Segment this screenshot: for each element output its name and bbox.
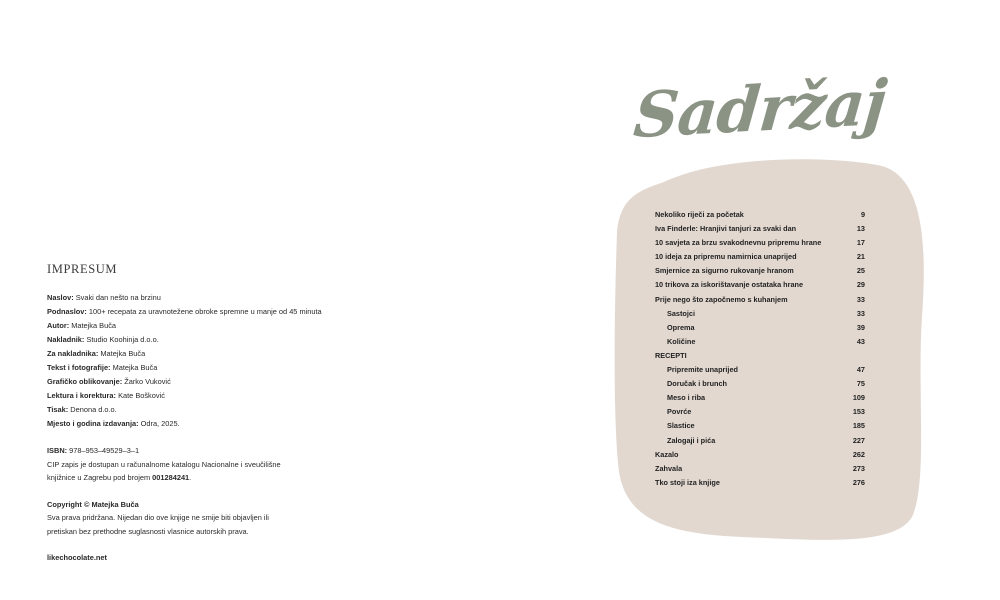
- toc-entry-page: 109: [852, 393, 865, 403]
- toc-entry[interactable]: [655, 280, 865, 294]
- impressum-value: Svaki dan nešto na brzinu: [73, 293, 161, 302]
- toc-entry[interactable]: [655, 252, 865, 266]
- rights-line-2: pretiskan bez prethodne suglasnosti vlasnice autorskih prava.: [47, 526, 249, 536]
- toc-entry-label: Smjernice za sigurno rukovanje hranom: [655, 266, 794, 276]
- toc-subentry[interactable]: [655, 379, 865, 393]
- toc-entry-label: Povrće: [667, 407, 692, 417]
- toc-entry-label: Meso i riba: [667, 393, 706, 403]
- isbn-label: ISBN:: [47, 446, 68, 455]
- impressum-value: Denona d.o.o.: [68, 405, 117, 414]
- impressum-value: Odra, 2025.: [138, 419, 180, 428]
- impressum-label: Tekst i fotografije:: [47, 363, 111, 372]
- toc-entry-page: 25: [856, 266, 865, 276]
- website-line: [47, 551, 347, 565]
- toc-entry-label: Kazalo: [655, 449, 679, 459]
- impressum-line: [47, 333, 347, 347]
- toc-entry-page: 17: [856, 238, 865, 248]
- contents-title-text: Sadržaj: [630, 65, 889, 153]
- toc-entry-label: Oprema: [667, 322, 695, 332]
- impressum-label: Za nakladnika:: [47, 349, 99, 358]
- toc-entry[interactable]: [655, 210, 865, 224]
- toc-entry-label: Slastice: [667, 421, 695, 431]
- cip-period: .: [189, 473, 192, 482]
- impressum-label: Autor:: [47, 321, 70, 330]
- toc-subentry[interactable]: [655, 309, 865, 323]
- impressum-line: [47, 361, 347, 375]
- impressum-value: Matejka Buča: [110, 363, 158, 372]
- impressum-value: Matejka Buča: [98, 349, 146, 358]
- toc-entry-page: 273: [852, 463, 865, 473]
- toc-entry-label: Količine: [667, 336, 696, 346]
- impressum-value: 100+ recepata za uravnotežene obroke spremne u manje od 45 minuta: [86, 307, 322, 316]
- impressum-line: [47, 319, 347, 333]
- toc-entry-label: 10 trikova za iskorištavanje ostataka hrane: [655, 280, 804, 290]
- toc-entry-page: 47: [856, 365, 865, 375]
- impressum-title: IMPRESUM: [47, 262, 118, 276]
- toc-entry-label: Doručak i brunch: [667, 379, 728, 389]
- toc-entry-label: 10 ideja za pripremu namirnica unaprijed: [655, 252, 797, 262]
- isbn-line: [47, 444, 347, 458]
- toc-entry-page: 21: [856, 252, 865, 262]
- copyright-line: [47, 498, 347, 512]
- spacer: [47, 538, 347, 551]
- toc-entry-page: 227: [852, 435, 865, 445]
- toc-entry-page: 29: [856, 280, 865, 290]
- toc-entry-page: 185: [852, 421, 865, 431]
- toc-entry-label: Sastojci: [667, 308, 695, 318]
- toc-subentry[interactable]: [655, 365, 865, 379]
- toc-entry-label: RECEPTI: [655, 350, 687, 360]
- contents-title: [630, 52, 889, 162]
- toc-entry[interactable]: [655, 238, 865, 252]
- toc-entry-page: 9: [860, 210, 865, 219]
- toc-entry-label: Zahvala: [655, 463, 683, 473]
- impressum-line: [47, 417, 347, 431]
- toc-entry[interactable]: [655, 450, 865, 464]
- spacer: [47, 431, 347, 444]
- toc-entry-label: Tko stoji iza knjige: [655, 477, 720, 487]
- impressum-line: [47, 403, 347, 417]
- toc-entry[interactable]: [655, 266, 865, 280]
- website-link[interactable]: likechocolate.net: [47, 553, 107, 562]
- toc-entry[interactable]: [655, 478, 865, 492]
- toc-entry-page: 153: [852, 407, 865, 417]
- toc-entry-label: Zalogaji i pića: [667, 435, 716, 445]
- copyright-text: Copyright © Matejka Buča: [47, 499, 139, 509]
- toc-subentry[interactable]: [655, 436, 865, 450]
- impressum-line: [47, 375, 347, 389]
- toc-subentry[interactable]: [655, 407, 865, 421]
- toc-entry-label: Prije nego što započnemo s kuhanjem: [655, 294, 788, 304]
- cip-line-1: CIP zapis je dostupan u računalnome katalogu Nacionalne i sveučilišne: [47, 459, 281, 469]
- toc-subentry[interactable]: [655, 337, 865, 351]
- toc-entry[interactable]: [655, 464, 865, 478]
- impressum-lines: [47, 291, 347, 431]
- toc-entry-page: 33: [856, 308, 865, 318]
- toc-entry-page: 39: [856, 322, 865, 332]
- toc-entry-page: 75: [856, 379, 865, 389]
- impressum-label: Tisak:: [47, 405, 69, 414]
- impressum-line: [47, 305, 347, 319]
- toc-entry[interactable]: [655, 224, 865, 238]
- spacer: [47, 485, 347, 498]
- impressum-label: Naslov:: [47, 293, 74, 302]
- impressum-value: Studio Koohinja d.o.o.: [84, 335, 159, 344]
- toc-entry-label: 10 savjeta za brzu svakodnevnu pripremu hrane: [655, 238, 822, 248]
- impressum-label: Lektura i korektura:: [47, 391, 117, 400]
- toc-entry-page: 43: [856, 336, 865, 346]
- impressum-label: Mjesto i godina izdavanja:: [47, 419, 139, 428]
- toc-entry-page: 262: [852, 449, 865, 459]
- impressum-line: [47, 291, 347, 305]
- cip-text: knjižnice u Zagrebu pod brojem: [47, 473, 153, 482]
- impressum-line: [47, 389, 347, 403]
- toc-entry-label: Nekoliko riječi za početak: [655, 210, 744, 219]
- impressum-value: Matejka Buča: [69, 321, 117, 330]
- toc-entry-page: 33: [856, 294, 865, 304]
- toc-subentry[interactable]: [655, 323, 865, 337]
- toc-entry-label: Iva Finderle: Hranjivi tanjuri za svaki dan: [655, 224, 797, 234]
- toc-entry-page: 276: [852, 477, 865, 487]
- impressum-line: [47, 347, 347, 361]
- cip-number: 001284241: [152, 473, 190, 482]
- rights-line-1: Sva prava pridržana. Nijedan dio ove knjige ne smije biti objavljen ili: [47, 513, 269, 522]
- toc-subentry[interactable]: [655, 421, 865, 435]
- impressum-value: Žarko Vuković: [122, 377, 171, 386]
- toc-entry-page: 13: [856, 224, 865, 234]
- toc-entry[interactable]: [655, 295, 865, 309]
- cip-line-2: [47, 471, 347, 485]
- toc-subentry[interactable]: [655, 393, 865, 407]
- impressum-value: Kate Bošković: [116, 391, 165, 400]
- impressum-label: Grafičko oblikovanje:: [47, 377, 123, 386]
- toc-section-heading: [655, 351, 865, 365]
- isbn-value: 978–953–49529–3–1: [67, 446, 140, 455]
- toc-entry-label: Pripremite unaprijed: [667, 365, 738, 375]
- impressum-label: Podnaslov:: [47, 307, 87, 316]
- impressum-block: [47, 262, 347, 565]
- impressum-label: Nakladnik:: [47, 335, 85, 344]
- table-of-contents: [655, 210, 865, 492]
